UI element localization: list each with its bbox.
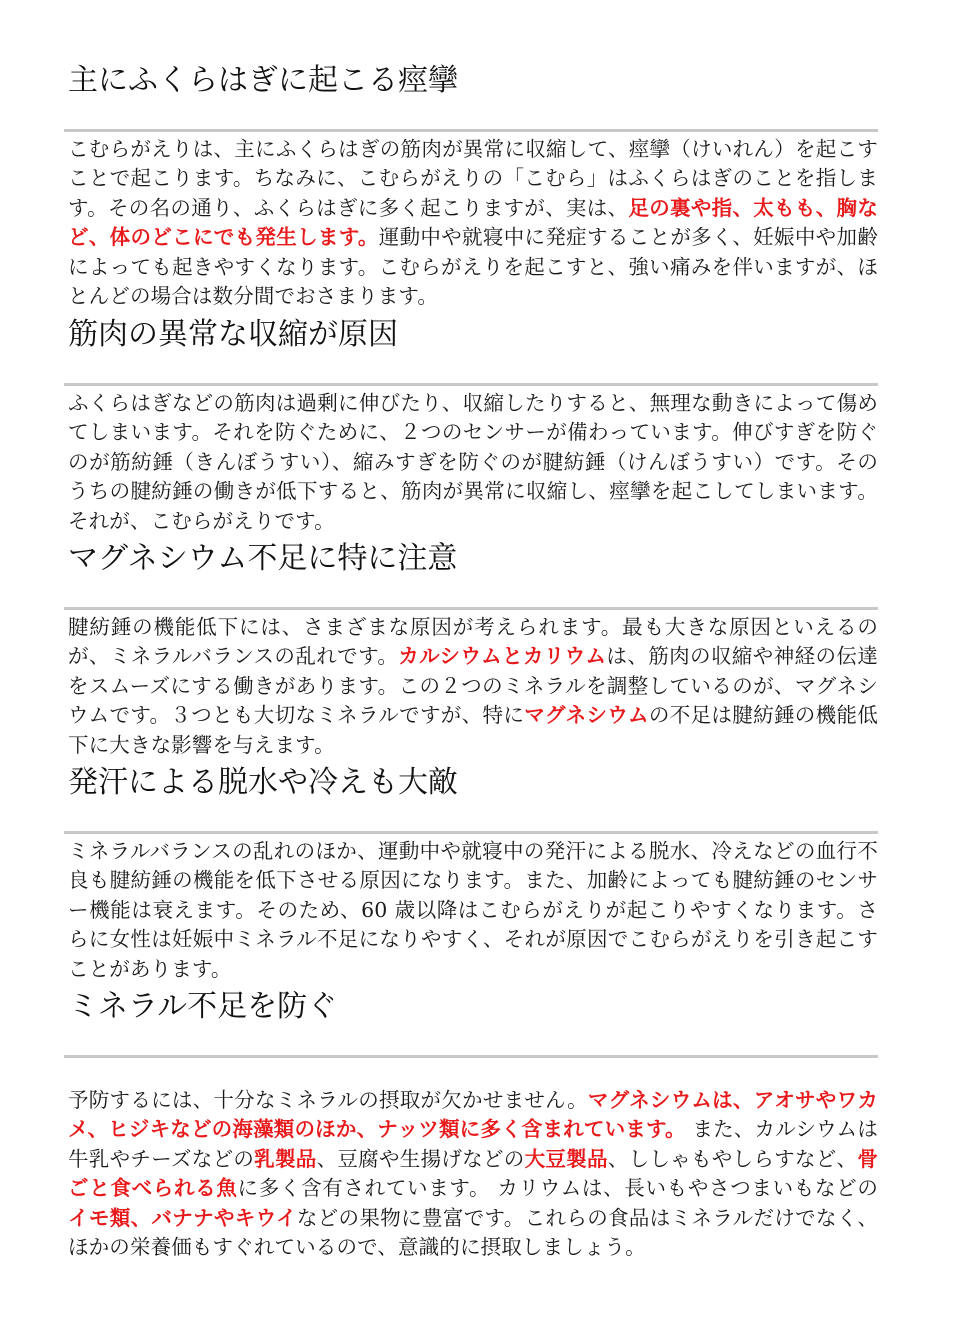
highlighted-text: 骨ごと食べられる魚 bbox=[68, 1146, 879, 1201]
section-muscle-cause bbox=[64, 314, 878, 536]
section-divider bbox=[64, 831, 878, 834]
body-text: の不足は腱紡錘の機能低下に大きな影響を与えます。 bbox=[68, 703, 878, 757]
section-divider bbox=[64, 607, 878, 610]
section-heading: ミネラル不足を防ぐ bbox=[68, 989, 338, 1024]
body-text: 腱紡錘の機能低下には、さまざまな原因が考えられます。最も大きな原因といえるのが、ミネラルバランスの乱れです。 bbox=[68, 615, 878, 669]
section-paragraph bbox=[64, 613, 878, 760]
highlighted-text: イモ類、バナナやキウイ bbox=[68, 1205, 297, 1230]
section-magnesium bbox=[64, 538, 878, 760]
section-heading: 筋肉の異常な収縮が原因 bbox=[68, 317, 398, 352]
highlighted-text: マグネシウム bbox=[524, 703, 649, 728]
section-dehydration bbox=[64, 762, 878, 984]
section-prevention bbox=[64, 986, 878, 1262]
body-text: また、カルシウムは牛乳やチーズなどの bbox=[68, 1117, 878, 1171]
section-paragraph bbox=[64, 389, 878, 536]
body-text: 、ししゃもやしらすなど、 bbox=[607, 1146, 858, 1171]
section-paragraph bbox=[64, 837, 878, 984]
section-paragraph bbox=[64, 135, 878, 311]
section-heading: 発汗による脱水や冷えも大敵 bbox=[68, 765, 458, 800]
body-text: こむらがえりは、主にふくらはぎの筋肉が異常に収縮して、痙攣（けいれん）を起こすことで起こります。ちなみに、こむらがえりの「こむら」はふくらはぎのことを指します。その名の通り、ふくらはぎに多く起こりますが、実は、 bbox=[68, 137, 878, 220]
highlighted-text: 乳製品 bbox=[254, 1146, 317, 1171]
highlighted-text: 足の裏や指、太もも、胸など、体のどこにでも発生します。 bbox=[68, 195, 878, 250]
highlighted-text: マグネシウムは、アオサやワカメ、ヒジキなどの海藻類のほか、ナッツ類に多く含まれています。 bbox=[68, 1088, 878, 1142]
section-heading: マグネシウム不足に特に注意 bbox=[68, 541, 458, 576]
body-text: 、豆腐や生揚げなどの bbox=[316, 1146, 525, 1171]
section-cramp-overview bbox=[64, 60, 878, 311]
section-divider bbox=[64, 1055, 878, 1058]
highlighted-text: カルシウムとカリウム bbox=[398, 644, 607, 669]
section-divider bbox=[64, 129, 878, 132]
body-text: ふくらはぎなどの筋肉は過剰に伸びたり、収縮したりすると、無理な動きによって傷めてしまいます。それを防ぐために、２つのセンサーが備わっています。伸びすぎを防ぐのが筋紡錘（きんぼうすい）、縮みすぎを防ぐのが腱紡錘（けんぼうすい）です。そのうちの腱紡錘の働きが低下すると、筋肉が異常に収縮し、痙攣を起こしてしまいます。それが、こむらがえりです。 bbox=[68, 391, 878, 533]
body-text: に多く含有されています。 カリウムは、長いもやさつまいもなどの bbox=[237, 1176, 878, 1201]
section-heading: 主にふくらはぎに起こる痙攣 bbox=[68, 63, 458, 98]
body-text: ミネラルバランスの乱れのほか、運動中や就寝中の発汗による脱水、冷えなどの血行不良も腱紡錘の機能を低下させる原因になります。また、加齢によっても腱紡錘のセンサー機能は衰えます。そのため、60 歳以降はこむらがえりが起こりやすくなります。さらに女性は妊娠中ミネラル不足になりやすく、それが原因でこむらがえりを引き起こすことがあります。 bbox=[68, 839, 878, 981]
body-text: などの果物に豊富です。これらの食品はミネラルだけでなく、ほかの栄養価もすぐれているので、意識的に摂取しましょう。 bbox=[68, 1205, 878, 1260]
section-paragraph bbox=[64, 1086, 878, 1262]
body-text: 予防するには、十分なミネラルの摂取が欠かせません。 bbox=[68, 1088, 588, 1112]
highlighted-text: 大豆製品 bbox=[524, 1146, 608, 1171]
body-text: 運動中や就寝中に発症することが多く、妊娠中や加齢によっても起きやすくなります。こむらがえりを起こすと、強い痛みを伴いますが、ほとんどの場合は数分間でおさまります。 bbox=[68, 225, 878, 309]
section-divider bbox=[64, 383, 878, 386]
body-text: は、筋肉の収縮や神経の伝達をスムーズにする働きがあります。この２つのミネラルを調整しているのが、マグネシウムです。３つとも大切なミネラルですが、特に bbox=[68, 644, 878, 728]
